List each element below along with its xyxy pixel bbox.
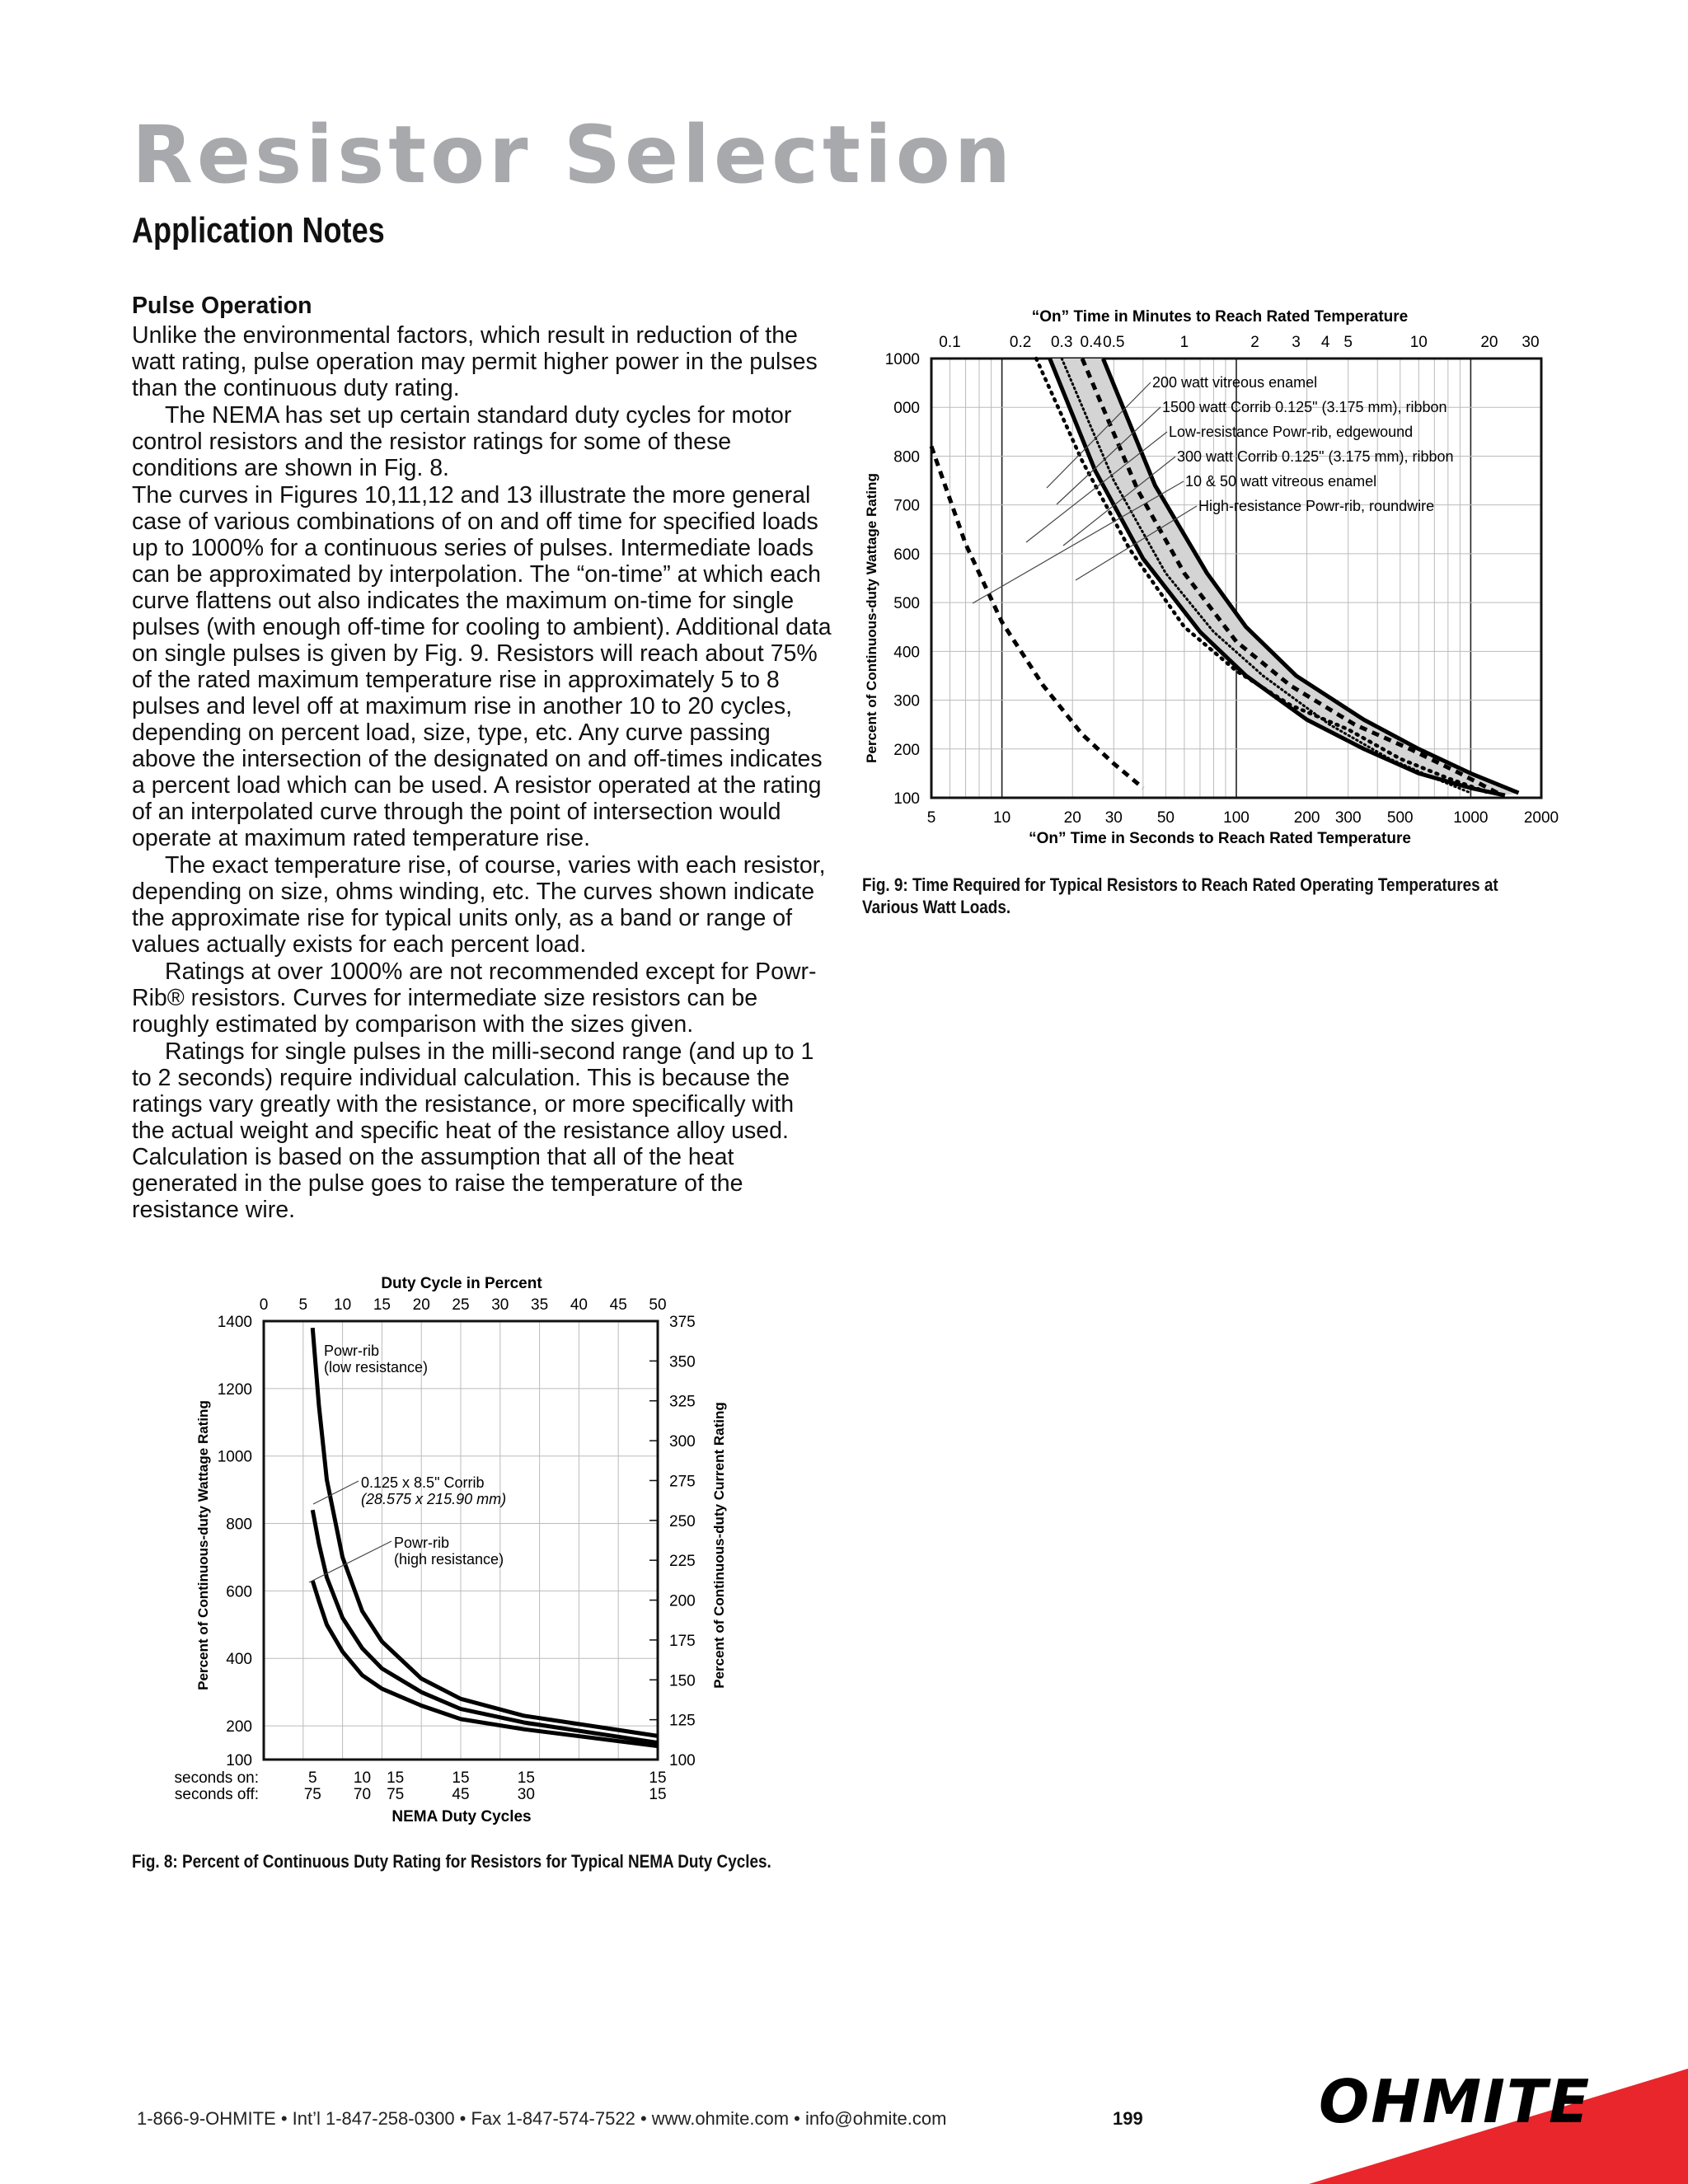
fig8-y2-tick-label: 275 bbox=[669, 1473, 696, 1491]
fig8-series-line-2 bbox=[312, 1510, 658, 1742]
fig9-series-label: 10 & 50 watt vitreous enamel bbox=[1185, 473, 1377, 490]
fig8-y2-tick-label: 325 bbox=[669, 1393, 696, 1411]
paragraph: Ratings at over 1000% are not recommended except for Powr-Rib® resistors. Curves for intermediate size resistors can be roughly estimated by comparison with the sizes given. bbox=[132, 958, 817, 1038]
body-text bbox=[132, 293, 832, 1223]
fig9-top-title: “On” Time in Minutes to Reach Rated Temperature bbox=[1031, 308, 1409, 326]
fig9-top-tick-label: 0.3 bbox=[1050, 334, 1073, 351]
fig8-seconds-on-value: 15 bbox=[649, 1769, 667, 1787]
fig8-y-tick-label: 1400 bbox=[217, 1314, 252, 1331]
fig8-y-tick-label: 1200 bbox=[217, 1380, 252, 1399]
page-title: Resistor Selection bbox=[132, 109, 1015, 201]
fig8-seconds-on-value: 5 bbox=[307, 1769, 317, 1787]
fig8-top-tick-label: 30 bbox=[491, 1296, 509, 1314]
paragraph: Ratings for single pulses in the milli-second range (and up to 1 to 2 seconds) require individual calculation. This is because the ratings vary greatly with the resistance, or more specifically with the actual weight and specific heat of the resistance alloy used. Calculation is based on the assumption that all of the heat generated in the pulse goes to raise the temperature of the resistance wire. bbox=[132, 1038, 814, 1223]
fig8-top-tick-label: 0 bbox=[259, 1296, 269, 1314]
fig9-top-tick-label: 30 bbox=[1522, 334, 1540, 351]
fig8-seconds-off-value: 75 bbox=[303, 1786, 321, 1803]
fig9-top-tick-label: 2 bbox=[1250, 334, 1259, 351]
fig8-top-tick-label: 35 bbox=[531, 1296, 549, 1314]
fig8-y2-tick-label: 100 bbox=[669, 1752, 696, 1769]
fig9-y-label: Percent of Continuous-duty Wattage Rating bbox=[864, 473, 879, 763]
fig9-top-tick-label: 1 bbox=[1179, 334, 1189, 351]
fig9-y-tick-label: 200 bbox=[893, 741, 920, 759]
fig9-x-tick-label: 200 bbox=[1293, 809, 1320, 827]
fig9-series-label: 200 watt vitreous enamel bbox=[1152, 374, 1318, 391]
fig9-top-tick-label: 4 bbox=[1320, 334, 1330, 351]
fig9-top-tick-label: 3 bbox=[1292, 334, 1301, 351]
fig9-top-tick-label: 10 bbox=[1409, 334, 1428, 351]
fig9-top-tick-label: 0.5 bbox=[1103, 334, 1125, 351]
fig9-x-tick-label: 2000 bbox=[1523, 809, 1559, 827]
fig9-top-tick-label: 0.1 bbox=[939, 334, 961, 351]
paragraph: The NEMA has set up certain standard duty cycles for motor control resistors and the resistor ratings for some of these conditions are shown in Fig. 8. bbox=[132, 402, 792, 481]
fig8-top-title: Duty Cycle in Percent bbox=[381, 1275, 542, 1292]
section-heading: Pulse Operation bbox=[132, 293, 312, 319]
paragraph: The exact temperature rise, of course, varies with each resistor, depending on size, ohms winding, etc. The curves shown indicate the approximate rise for typical units only, as a band or range of values actually exists for each percent load. bbox=[132, 852, 826, 958]
fig9-y-tick-label: 000 bbox=[893, 400, 920, 418]
fig9-x-tick-label: 10 bbox=[993, 809, 1011, 827]
fig8-y2-tick-label: 300 bbox=[669, 1433, 696, 1451]
fig8-seconds-off-value: 70 bbox=[353, 1786, 372, 1803]
fig8-series-label: 0.125 x 8.5" Corrib bbox=[361, 1474, 485, 1491]
fig8-seconds-on-value: 15 bbox=[387, 1769, 405, 1787]
fig9-x-tick-label: 1000 bbox=[1453, 809, 1489, 827]
fig8-series-label: Powr-rib bbox=[394, 1535, 450, 1551]
fig9-series-label: 300 watt Corrib 0.125" (3.175 mm), ribbon bbox=[1177, 448, 1454, 465]
fig9-x-tick-label: 5 bbox=[926, 809, 936, 827]
fig8-y-tick-label: 100 bbox=[226, 1752, 252, 1769]
fig9-x-tick-label: 500 bbox=[1386, 809, 1414, 827]
fig9-caption: Fig. 9: Time Required for Typical Resistors to Reach Rated Operating Temperatures at Various Watt Loads. bbox=[862, 874, 1498, 917]
fig9-x-label: “On” Time in Seconds to Reach Rated Temperature bbox=[1029, 830, 1411, 847]
fig9-top-tick-label: 0.4 bbox=[1080, 334, 1102, 351]
page-subtitle: Application Notes bbox=[132, 210, 385, 251]
fig8-top-tick-label: 40 bbox=[570, 1296, 588, 1314]
fig8-seconds-off-value: 15 bbox=[649, 1786, 667, 1803]
fig9-y-tick-label: 600 bbox=[893, 546, 920, 564]
fig8-top-tick-label: 25 bbox=[452, 1296, 470, 1314]
footer-contact: 1-866-9-OHMITE • Int’l 1-847-258-0300 • Fax 1-847-574-7522 • www.ohmite.com • info@ohmite.com bbox=[137, 2108, 947, 2129]
fig8-seconds-on-label: seconds on: bbox=[174, 1769, 259, 1787]
fig8-y-tick-label: 600 bbox=[226, 1583, 252, 1601]
fig9-series-label: 1500 watt Corrib 0.125" (3.175 mm), ribbon bbox=[1162, 399, 1447, 415]
fig8-top-tick-label: 5 bbox=[298, 1296, 308, 1314]
fig8-y2-tick-label: 250 bbox=[669, 1512, 696, 1530]
fig9-x-tick-label: 50 bbox=[1156, 809, 1175, 827]
fig8-series-label: (low resistance) bbox=[324, 1359, 429, 1376]
fig9-chart bbox=[849, 297, 1559, 857]
fig8-caption: Fig. 8: Percent of Continuous Duty Rating for Resistors for Typical NEMA Duty Cycles. bbox=[132, 1851, 771, 1872]
fig8-top-tick-label: 50 bbox=[649, 1296, 667, 1314]
fig8-seconds-on-value: 15 bbox=[452, 1769, 470, 1787]
fig9-y-tick-label: 800 bbox=[893, 448, 920, 466]
fig9-series-label: Low-resistance Powr-rib, edgewound bbox=[1169, 424, 1414, 440]
fig9-y-tick-label: 500 bbox=[893, 595, 920, 613]
fig8-y2-label: Percent of Continuous-duty Current Rating bbox=[711, 1402, 727, 1689]
fig9-x-tick-label: 100 bbox=[1223, 809, 1250, 827]
brand-logo: OHMITE bbox=[1319, 2067, 1592, 2136]
fig8-series-label: Powr-rib bbox=[324, 1343, 380, 1359]
fig9-y-tick-label: 400 bbox=[893, 644, 920, 662]
fig8-y2-tick-label: 350 bbox=[669, 1353, 696, 1371]
fig8-seconds-on-value: 15 bbox=[517, 1769, 535, 1787]
fig8-x-label: NEMA Duty Cycles bbox=[392, 1808, 532, 1825]
fig8-series-label: (high resistance) bbox=[394, 1551, 504, 1568]
fig9-x-tick-label: 30 bbox=[1104, 809, 1123, 827]
fig8-top-tick-label: 20 bbox=[412, 1296, 430, 1314]
fig8-y2-tick-label: 225 bbox=[669, 1553, 696, 1571]
fig8-top-tick-label: 15 bbox=[373, 1296, 391, 1314]
fig8-y-tick-label: 1000 bbox=[217, 1448, 252, 1466]
fig8-y-tick-label: 200 bbox=[226, 1718, 252, 1736]
fig8-series-label: (28.575 x 215.90 mm) bbox=[361, 1491, 507, 1507]
fig9-series-label: High-resistance Powr-rib, roundwire bbox=[1198, 498, 1435, 514]
fig9-y-tick-label: 100 bbox=[893, 790, 920, 808]
fig8-top-tick-label: 10 bbox=[334, 1296, 352, 1314]
fig9-top-tick-label: 20 bbox=[1480, 334, 1498, 351]
fig8-series-line-3 bbox=[312, 1581, 658, 1746]
fig8-seconds-off-label: seconds off: bbox=[174, 1786, 259, 1803]
fig8-y2-tick-label: 175 bbox=[669, 1632, 696, 1650]
fig9-x-tick-label: 20 bbox=[1063, 809, 1081, 827]
fig8-legend-leader bbox=[313, 1481, 359, 1504]
fig8-seconds-off-value: 30 bbox=[517, 1786, 535, 1803]
fig8-y2-tick-label: 125 bbox=[669, 1712, 696, 1730]
page-number: 199 bbox=[1113, 2108, 1143, 2129]
fig8-y-label: Percent of Continuous-duty Wattage Rating bbox=[195, 1400, 211, 1690]
fig9-top-tick-label: 5 bbox=[1343, 334, 1353, 351]
fig9-top-tick-label: 0.2 bbox=[1009, 334, 1032, 351]
fig8-y2-tick-label: 375 bbox=[669, 1314, 696, 1331]
paragraph: The curves in Figures 10,11,12 and 13 illustrate the more general case of various combinations of on and off time for specified loads up to 1000% for a continuous series of pulses. Intermediate loads can be approximated by interpolation. The “on-time” at which each curve flattens out also indicates the maximum on-time for single pulses (with enough off-time for cooling to ambient). Additional data on single pulses is given by Fig. 9. Resistors will reach about 75% of the rated maximum temperature rise in approximately 5 to 8 pulses and level off at maximum rise in another 10 to 20 cycles, depending on percent load, size, type, etc. Any curve passing above the intersection of the designated on and off-times indicates a percent load which can be used. A resistor operated at the rating of an interpolated curve through the point of intersection would operate at maximum rated temperature rise. bbox=[132, 482, 832, 851]
fig8-seconds-off-value: 75 bbox=[387, 1786, 405, 1803]
fig8-seconds-on-value: 10 bbox=[353, 1769, 372, 1787]
fig8-chart bbox=[174, 1265, 750, 1834]
fig8-y2-tick-label: 200 bbox=[669, 1592, 696, 1610]
fig9-y-tick-label: 300 bbox=[893, 692, 920, 710]
fig8-y2-tick-label: 150 bbox=[669, 1672, 696, 1690]
fig8-y-tick-label: 400 bbox=[226, 1651, 252, 1669]
fig9-x-tick-label: 300 bbox=[1334, 809, 1362, 827]
fig8-top-tick-label: 45 bbox=[609, 1296, 627, 1314]
fig8-seconds-off-value: 45 bbox=[452, 1786, 470, 1803]
fig9-y-tick-label: 700 bbox=[893, 497, 920, 515]
fig9-y-tick-label: 1000 bbox=[884, 351, 920, 368]
fig8-y-tick-label: 800 bbox=[226, 1516, 252, 1534]
paragraph: Unlike the environmental factors, which result in reduction of the watt rating, pulse operation may permit higher power in the pulses than the continuous duty rating. bbox=[132, 322, 818, 401]
